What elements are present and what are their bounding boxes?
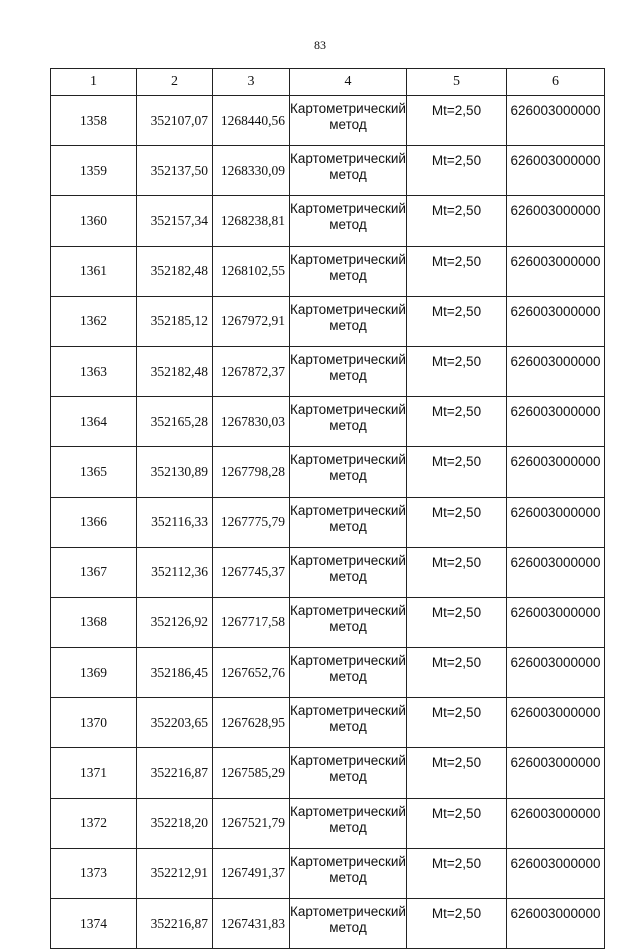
method-cell — [290, 798, 407, 848]
method-line-1: Картометрический — [290, 904, 406, 919]
method-cell — [290, 497, 407, 547]
table-row — [51, 96, 605, 146]
method-line-1: Картометрический — [290, 151, 406, 167]
point-number-cell: 1372 — [51, 798, 137, 848]
point-number-cell: 1363 — [51, 346, 137, 396]
table-row — [51, 899, 605, 949]
code-cell: 626003000000 — [507, 597, 605, 647]
method-line-1: Картометрический — [290, 452, 406, 468]
method-cell — [290, 547, 407, 597]
y-coordinate-cell: 1267628,95 — [213, 698, 290, 748]
x-coordinate-cell: 352116,33 — [137, 497, 213, 547]
point-number-cell: 1367 — [51, 547, 137, 597]
y-coordinate-cell: 1267745,37 — [213, 547, 290, 597]
table-row — [51, 146, 605, 196]
point-number-cell: 1364 — [51, 397, 137, 447]
accuracy-cell: Mt=2,50 — [407, 447, 507, 497]
x-coordinate-cell: 352182,48 — [137, 346, 213, 396]
method-line-2: метод — [329, 568, 367, 584]
code-cell: 626003000000 — [507, 497, 605, 547]
y-coordinate-cell: 1267798,28 — [213, 447, 290, 497]
method-line-1: Картометрический — [290, 301, 406, 317]
point-number-cell: 1369 — [51, 648, 137, 698]
method-cell — [290, 648, 407, 698]
table-row — [51, 447, 605, 497]
table-row — [51, 648, 605, 698]
accuracy-cell: Mt=2,50 — [407, 648, 507, 698]
method-cell — [290, 597, 407, 647]
point-number-cell: 1370 — [51, 698, 137, 748]
method-line-1: Картометрический — [290, 853, 406, 869]
point-number-cell: 1374 — [51, 899, 137, 949]
code-cell: 626003000000 — [507, 246, 605, 296]
y-coordinate-cell: 1268440,56 — [213, 96, 290, 146]
y-coordinate-cell: 1267717,58 — [213, 597, 290, 647]
table-row — [51, 547, 605, 597]
accuracy-cell: Mt=2,50 — [407, 196, 507, 246]
x-coordinate-cell: 352137,50 — [137, 146, 213, 196]
table-row — [51, 497, 605, 547]
code-cell: 626003000000 — [507, 547, 605, 597]
method-cell — [290, 698, 407, 748]
column-header: 5 — [407, 69, 507, 96]
point-number-cell: 1373 — [51, 848, 137, 898]
header-row — [51, 69, 605, 96]
method-line-2: метод — [329, 719, 367, 735]
method-cell — [290, 196, 407, 246]
y-coordinate-cell: 1267775,79 — [213, 497, 290, 547]
y-coordinate-cell: 1268330,09 — [213, 146, 290, 196]
table-row — [51, 597, 605, 647]
y-coordinate-cell: 1267585,29 — [213, 748, 290, 798]
y-coordinate-cell: 1267431,83 — [213, 899, 290, 949]
method-cell — [290, 146, 407, 196]
accuracy-cell: Mt=2,50 — [407, 497, 507, 547]
code-cell: 626003000000 — [507, 96, 605, 146]
method-line-1: Картометрический — [290, 602, 406, 618]
point-number-cell: 1360 — [51, 196, 137, 246]
method-line-2: метод — [329, 669, 367, 685]
accuracy-cell: Mt=2,50 — [407, 748, 507, 798]
x-coordinate-cell: 352126,92 — [137, 597, 213, 647]
y-coordinate-cell: 1267872,37 — [213, 346, 290, 396]
y-coordinate-cell: 1267491,37 — [213, 848, 290, 898]
method-line-1: Картометрический — [290, 251, 406, 267]
column-header: 2 — [137, 69, 213, 96]
method-line-2: метод — [329, 819, 367, 835]
method-line-1: Картометрический — [290, 402, 406, 418]
point-number-cell: 1361 — [51, 246, 137, 296]
table-row — [51, 698, 605, 748]
column-header: 4 — [290, 69, 407, 96]
table-row — [51, 848, 605, 898]
x-coordinate-cell: 352216,87 — [137, 748, 213, 798]
method-cell — [290, 748, 407, 798]
accuracy-cell: Mt=2,50 — [407, 698, 507, 748]
y-coordinate-cell: 1268238,81 — [213, 196, 290, 246]
code-cell: 626003000000 — [507, 447, 605, 497]
method-cell — [290, 246, 407, 296]
method-line-2: метод — [329, 267, 367, 283]
code-cell: 626003000000 — [507, 296, 605, 346]
column-header: 1 — [51, 69, 137, 96]
method-line-2: метод — [329, 367, 367, 383]
accuracy-cell: Mt=2,50 — [407, 246, 507, 296]
code-cell: 626003000000 — [507, 346, 605, 396]
method-line-1: Картометрический — [290, 552, 406, 568]
x-coordinate-cell: 352212,91 — [137, 848, 213, 898]
code-cell: 626003000000 — [507, 698, 605, 748]
coordinates-table — [50, 68, 605, 949]
accuracy-cell: Mt=2,50 — [407, 346, 507, 396]
accuracy-cell: Mt=2,50 — [407, 597, 507, 647]
point-number-cell: 1359 — [51, 146, 137, 196]
accuracy-cell: Mt=2,50 — [407, 547, 507, 597]
x-coordinate-cell: 352203,65 — [137, 698, 213, 748]
table-row — [51, 196, 605, 246]
method-line-1: Картометрический — [290, 201, 406, 217]
method-cell — [290, 899, 407, 949]
code-cell: 626003000000 — [507, 848, 605, 898]
code-cell: 626003000000 — [507, 648, 605, 698]
method-line-1: Картометрический — [290, 653, 406, 669]
method-line-1: Картометрический — [290, 502, 406, 518]
point-number-cell: 1366 — [51, 497, 137, 547]
column-header: 3 — [213, 69, 290, 96]
method-line-2: метод — [329, 317, 367, 333]
x-coordinate-cell: 352130,89 — [137, 447, 213, 497]
method-cell — [290, 397, 407, 447]
x-coordinate-cell: 352182,48 — [137, 246, 213, 296]
accuracy-cell: Mt=2,50 — [407, 397, 507, 447]
x-coordinate-cell: 352216,87 — [137, 899, 213, 949]
method-line-2: метод — [329, 518, 367, 534]
accuracy-cell: Mt=2,50 — [407, 96, 507, 146]
column-header: 6 — [507, 69, 605, 96]
method-cell — [290, 96, 407, 146]
accuracy-cell: Mt=2,50 — [407, 848, 507, 898]
method-line-1: Картометрический — [290, 101, 406, 116]
method-line-1: Картометрический — [290, 351, 406, 367]
table-row — [51, 246, 605, 296]
code-cell: 626003000000 — [507, 397, 605, 447]
code-cell: 626003000000 — [507, 899, 605, 949]
table-row — [51, 296, 605, 346]
method-line-2: метод — [329, 869, 367, 885]
accuracy-cell: Mt=2,50 — [407, 899, 507, 949]
x-coordinate-cell: 352218,20 — [137, 798, 213, 848]
table-row — [51, 748, 605, 798]
method-line-1: Картометрический — [290, 753, 406, 769]
page-number: 83 — [314, 38, 326, 52]
code-cell: 626003000000 — [507, 798, 605, 848]
table-row — [51, 346, 605, 396]
code-cell: 626003000000 — [507, 146, 605, 196]
method-cell — [290, 447, 407, 497]
x-coordinate-cell: 352186,45 — [137, 648, 213, 698]
method-line-2: метод — [329, 468, 367, 484]
method-cell — [290, 296, 407, 346]
table-row — [51, 397, 605, 447]
y-coordinate-cell: 1268102,55 — [213, 246, 290, 296]
y-coordinate-cell: 1267521,79 — [213, 798, 290, 848]
table-body — [51, 96, 605, 949]
code-cell: 626003000000 — [507, 196, 605, 246]
y-coordinate-cell: 1267830,03 — [213, 397, 290, 447]
x-coordinate-cell: 352165,28 — [137, 397, 213, 447]
method-line-1: Картометрический — [290, 703, 406, 719]
method-line-2: метод — [329, 117, 367, 132]
method-line-2: метод — [329, 217, 367, 233]
method-cell — [290, 848, 407, 898]
method-line-2: метод — [329, 920, 367, 935]
point-number-cell: 1362 — [51, 296, 137, 346]
point-number-cell: 1368 — [51, 597, 137, 647]
accuracy-cell: Mt=2,50 — [407, 798, 507, 848]
table-row — [51, 798, 605, 848]
x-coordinate-cell: 352185,12 — [137, 296, 213, 346]
x-coordinate-cell: 352107,07 — [137, 96, 213, 146]
method-line-1: Картометрический — [290, 803, 406, 819]
accuracy-cell: Mt=2,50 — [407, 296, 507, 346]
method-line-2: метод — [329, 167, 367, 183]
accuracy-cell: Mt=2,50 — [407, 146, 507, 196]
method-line-2: метод — [329, 618, 367, 634]
method-cell — [290, 346, 407, 396]
code-cell: 626003000000 — [507, 748, 605, 798]
y-coordinate-cell: 1267652,76 — [213, 648, 290, 698]
point-number-cell: 1358 — [51, 96, 137, 146]
method-line-2: метод — [329, 769, 367, 785]
method-line-2: метод — [329, 418, 367, 434]
x-coordinate-cell: 352112,36 — [137, 547, 213, 597]
y-coordinate-cell: 1267972,91 — [213, 296, 290, 346]
point-number-cell: 1365 — [51, 447, 137, 497]
x-coordinate-cell: 352157,34 — [137, 196, 213, 246]
point-number-cell: 1371 — [51, 748, 137, 798]
table-header — [51, 69, 605, 96]
